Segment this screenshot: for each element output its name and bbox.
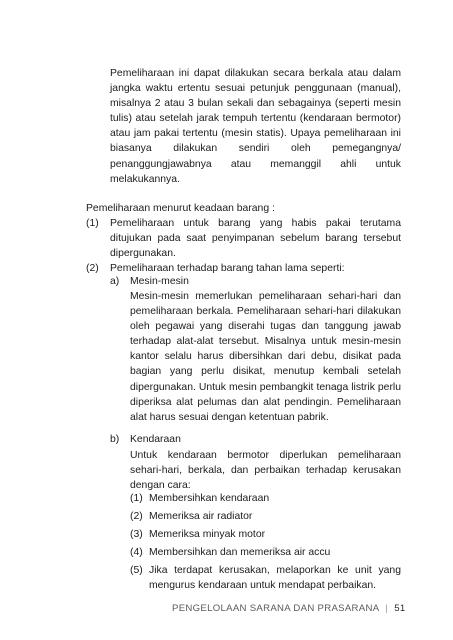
sub-a-title: Mesin-mesin: [130, 276, 189, 287]
item-2-text: Pemeliharaan terhadap barang tahan lama seperti:: [110, 263, 345, 274]
sub-b-body: Untuk kendaraan bermotor diperlukan pemeliharaan sehari-hari, berkala, dan perbaikan terhadap kerusakan dengan cara:: [130, 450, 401, 492]
list-item: [130, 545, 401, 560]
item-1-number: (1): [86, 218, 99, 229]
list-item-text: Jika terdapat kerusakan, melaporkan ke unit yang mengurus kendaraan untuk mendapat perbaikan.: [149, 565, 401, 592]
sub-b-title: Kendaraan: [130, 434, 181, 445]
maintenance-steps-list: [130, 491, 401, 597]
list-item: [130, 509, 401, 524]
list-item-text: Memeriksa air radiator: [149, 511, 253, 523]
list-item: [130, 563, 401, 593]
footer-title: PENGELOLAAN SARANA DAN PRASARANA: [172, 603, 380, 614]
sub-a-body: Mesin-mesin memerlukan pemeliharaan sehari-hari dan pemeliharaan berkala. Pemeliharaan sehari-hari dilakukan oleh pegawai yang diserahi tugas dan tanggung jawab terhadap alat-alat tersebut. Misalnya untuk mesin-mesin kantor selalu harus dibersihkan dari debu, disikat pada bagian yang perlu disikat, menutup kembali setelah dipergunakan. Untuk mesin pembangkit tenaga listrik perlu diperiksa alat pelumas dan alat pendingin. Pemeliharaan alat harus sesuai dengan ketentuan pabrik.: [130, 291, 401, 423]
list-item-text: Membersihkan kendaraan: [149, 493, 270, 504]
sub-a-letter: a): [110, 276, 120, 287]
list-item-text: Membersihkan dan memeriksa air accu: [149, 547, 331, 559]
sub-b-letter: b): [110, 434, 120, 445]
list-item-number: (1): [130, 493, 143, 504]
intro-paragraph: Pemeliharaan ini dapat dilakukan secara berkala atau dalam jangka waktu ertentu sesuai petunjuk penggunaan (manual), misalnya 2 atau 3 bulan sekali dan sebagainya (seperti mesin tulis) atau setelah jarak tempuh tertentu (kendaraan bermotor) atau jam pakai tertentu (mesin statis). Upaya pemeliharaan ini biasanya dilakukan sendiri oleh pemegangnya/ penanggungjawabnya atau memanggil ahli untuk melakukannya.: [110, 68, 401, 185]
list-item-number: (4): [130, 547, 143, 559]
item-1-text: Pemeliharaan untuk barang yang habis pakai terutama ditujukan pada saat penyimpanan sebelum barang tersebut dipergunakan.: [110, 218, 401, 260]
list-item: [130, 527, 401, 542]
page-footer: [172, 601, 412, 616]
list-item-text: Memeriksa minyak motor: [149, 529, 266, 541]
footer-separator: |: [385, 603, 389, 614]
list-item-number: (2): [130, 511, 143, 523]
list-item: [130, 491, 401, 506]
section-heading: Pemeliharaan menurut keadaan barang :: [86, 203, 275, 214]
item-2-number: (2): [86, 263, 99, 274]
page-number: 51: [394, 603, 406, 614]
list-item-number: (5): [130, 565, 143, 577]
list-item-number: (3): [130, 529, 143, 541]
